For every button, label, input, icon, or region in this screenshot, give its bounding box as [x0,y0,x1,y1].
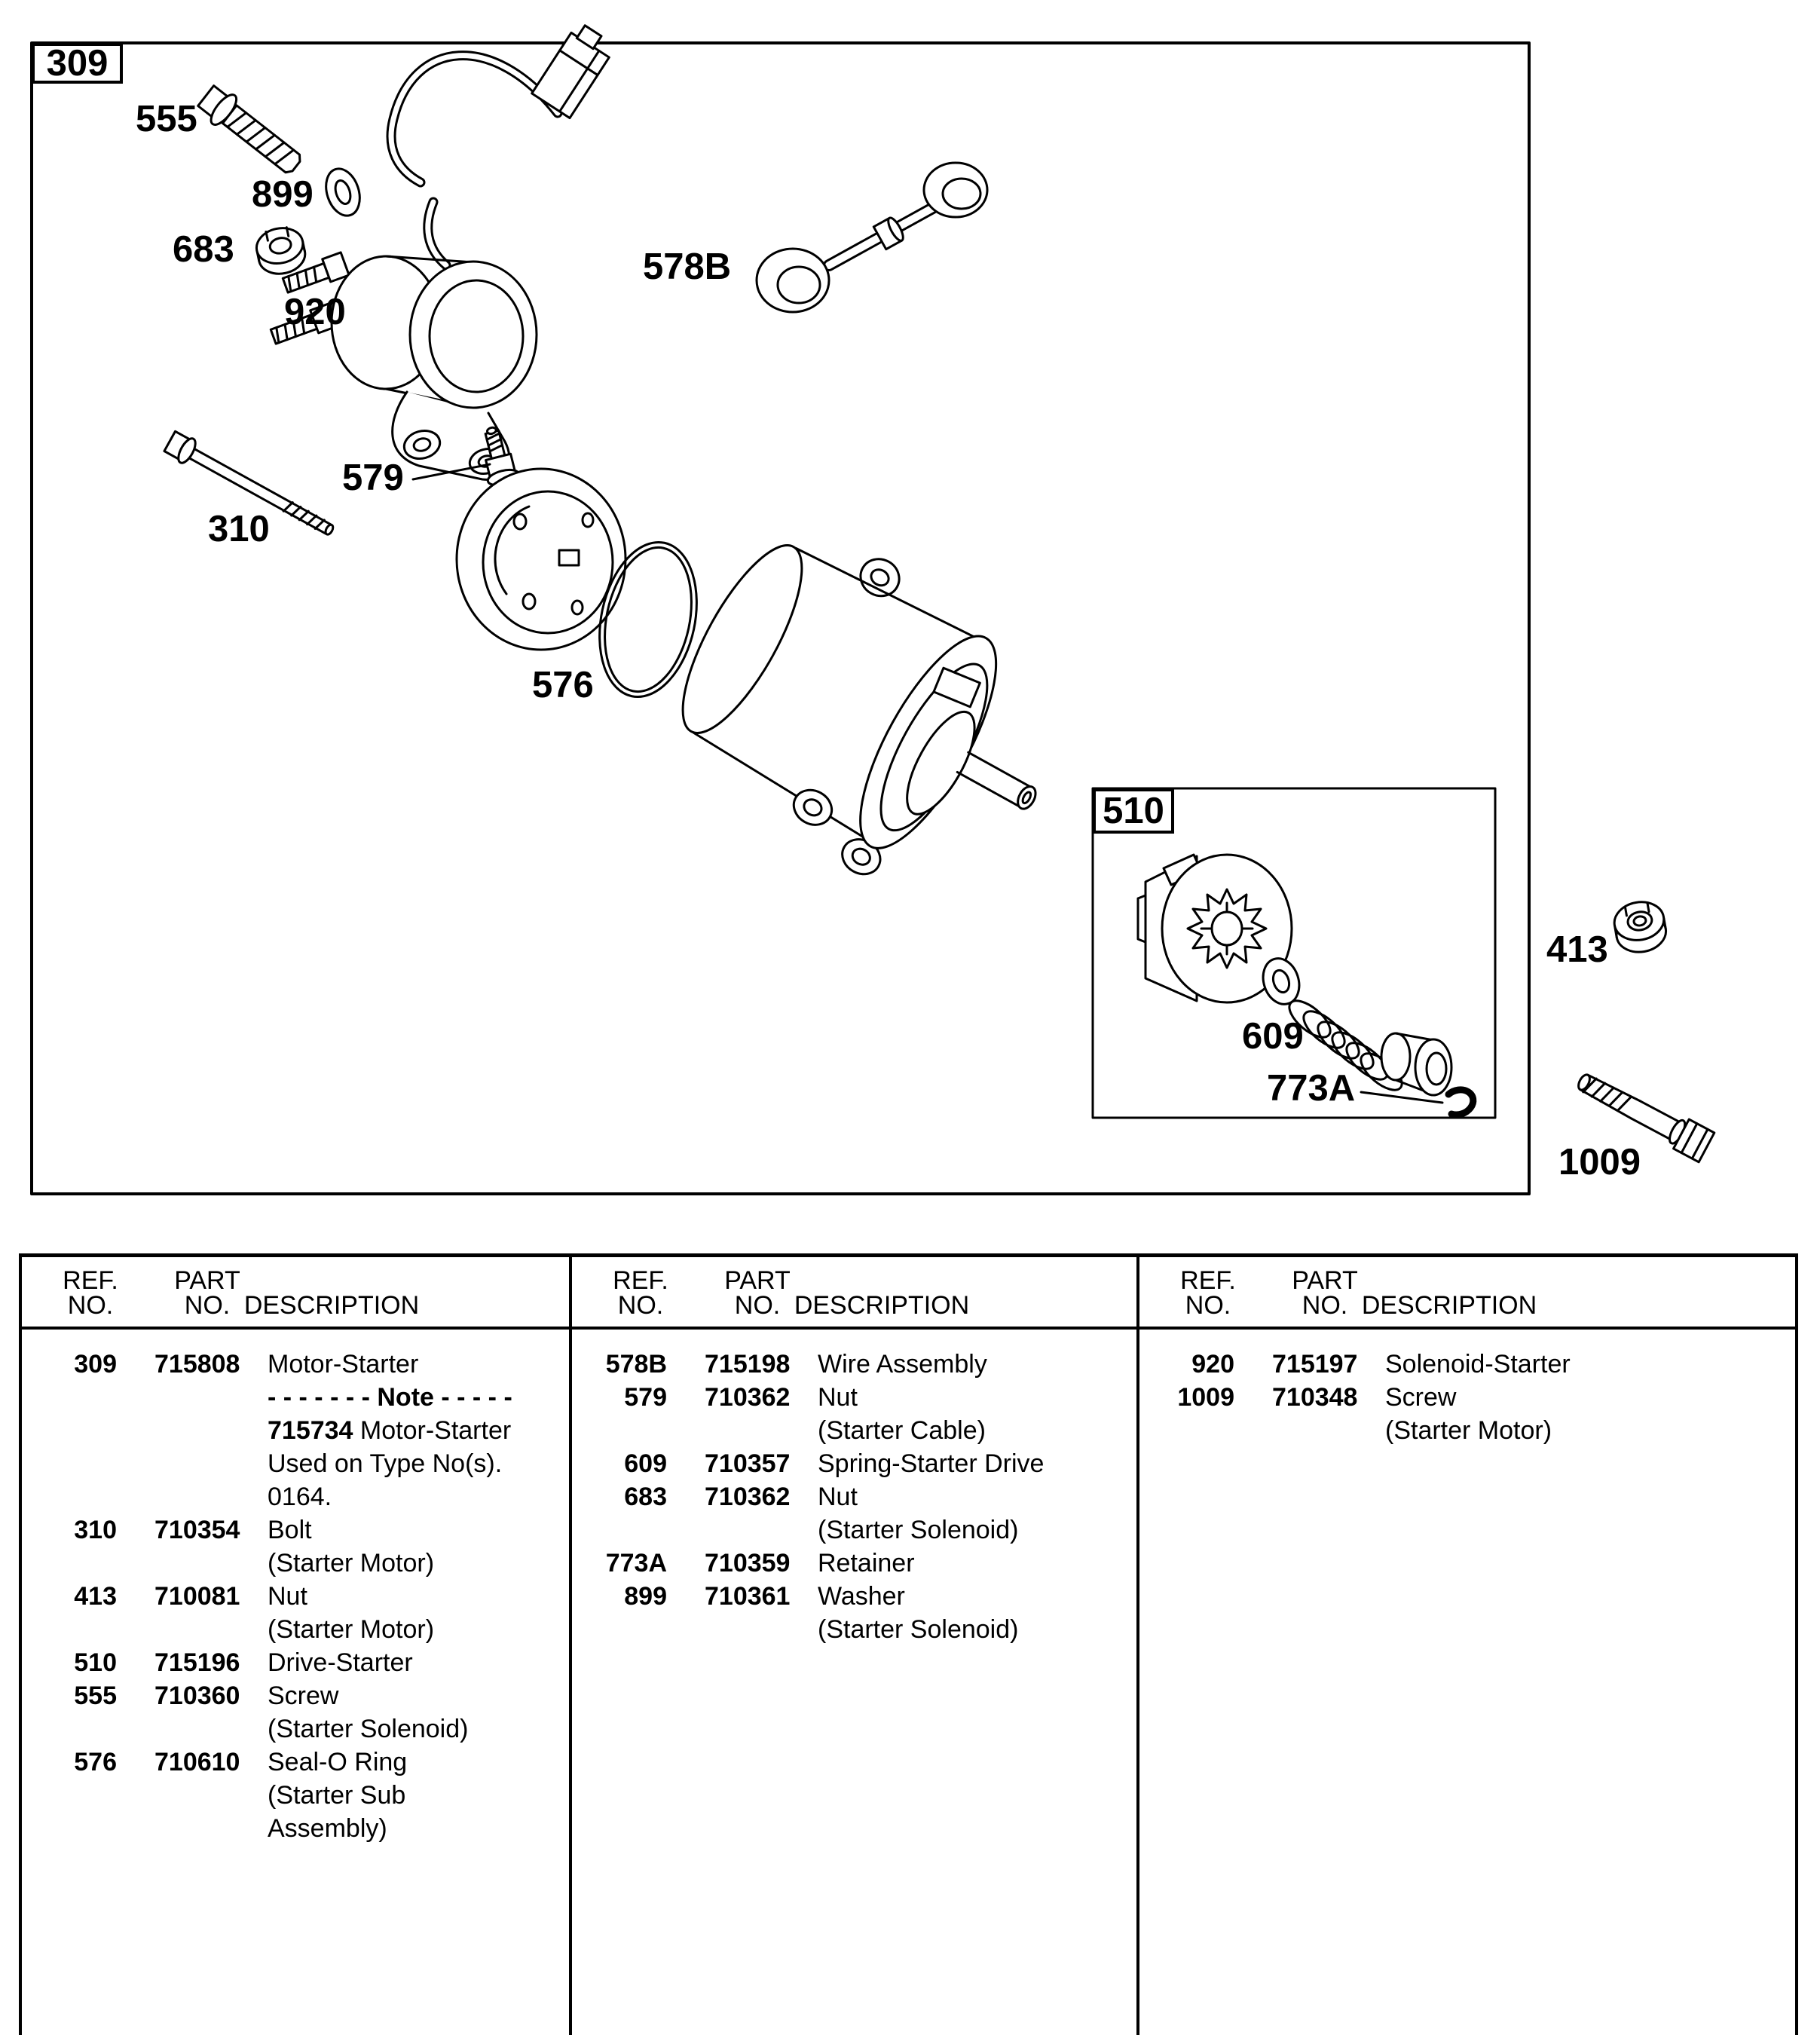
description-cell: Used on Type No(s). [268,1449,503,1478]
table-row [1136,1414,1698,1447]
part-label-899: 899 [252,174,314,215]
table-header-rule [19,1327,1798,1330]
col2-header-ref-no: NO. [617,1291,664,1320]
part-no-cell: 715197 [1272,1350,1358,1379]
part-label-1009: 1009 [1558,1142,1641,1183]
solenoid-wire-drawing [391,21,616,265]
description-cell: (Starter Solenoid) [818,1516,1019,1544]
part-no-cell: 710362 [705,1383,791,1412]
description-cell: Spring-Starter Drive [818,1449,1045,1478]
nut-413-drawing [1611,898,1669,956]
table-row [19,1381,580,1414]
pinion-spacer-drawing [1381,1033,1451,1095]
col2-header-part: PART [724,1266,791,1295]
table-row [569,1547,1130,1580]
ref-no-cell: 576 [74,1748,117,1776]
description-cell: (Starter Cable) [818,1416,986,1445]
description-cell: Nut [268,1582,307,1611]
ref-no-cell: 555 [74,1682,117,1710]
part-no-cell: 710081 [154,1582,240,1611]
motor-housing-drawing [640,501,1101,932]
col3-header-ref-no: NO. [1185,1291,1231,1320]
col3-header-part: PART [1292,1266,1358,1295]
screw-555-drawing [194,81,307,180]
table-row [569,1381,1130,1414]
description-cell: (Starter Solenoid) [268,1715,469,1743]
description-cell: (Starter Motor) [268,1615,435,1644]
col1-header-part-no: NO. [184,1291,231,1320]
description-cell: Washer [818,1582,905,1611]
detail-box-510-text: 510 [1103,791,1164,831]
part-no-cell: 710361 [705,1582,791,1611]
table-top-rule [19,1253,1798,1257]
part-label-920: 920 [284,292,346,332]
ref-no-cell: 899 [624,1582,667,1611]
col2-header-part-no: NO. [734,1291,781,1320]
col3-header-desc: DESCRIPTION [1361,1291,1537,1320]
table-row [19,1812,580,1845]
description-cell: 715734 Motor-Starter [268,1416,512,1445]
description-cell: (Starter Sub [268,1781,406,1810]
ref-no-cell: 920 [1191,1350,1234,1379]
part-no-cell: 710354 [154,1516,240,1544]
description-cell: (Starter Motor) [268,1549,435,1578]
ref-no-cell: 609 [624,1449,667,1478]
table-row [569,1447,1130,1480]
table-row [19,1447,580,1480]
table-row [569,1613,1130,1646]
table-row [19,1513,580,1547]
ref-no-cell: 683 [624,1483,667,1511]
table-row [19,1779,580,1812]
description-cell: Seal-O Ring [268,1748,408,1776]
table-column-1 [19,1348,580,1845]
table-row [569,1348,1130,1381]
table-row [569,1414,1130,1447]
table-row [569,1580,1130,1613]
part-label-579: 579 [342,457,404,498]
table-row [19,1679,580,1712]
table-row [1136,1381,1698,1414]
part-label-413: 413 [1546,929,1608,970]
part-no-cell: 715198 [705,1350,791,1379]
col1-header-ref: REF. [63,1266,118,1295]
washer-899-drawing [320,164,366,220]
part-no-cell: 710610 [154,1748,240,1776]
description-cell: Solenoid-Starter [1385,1350,1571,1379]
ref-no-cell: 578B [605,1350,667,1379]
detail-box-label-510 [1093,788,1174,834]
part-no-cell: 710348 [1272,1383,1358,1412]
col1-header-part: PART [174,1266,240,1295]
description-cell: Assembly) [268,1814,387,1843]
part-no-cell: 710360 [154,1682,240,1710]
detail-box-label-309 [32,43,123,84]
table-right-border [1795,1253,1798,2035]
detail-box-309-text: 309 [46,43,109,84]
retainer-clip-drawing [1361,1090,1473,1115]
part-label-576: 576 [532,665,594,705]
ref-no-cell: 579 [624,1383,667,1412]
ref-no-cell: 413 [74,1582,117,1611]
ref-no-cell: 773A [605,1549,667,1578]
table-row [19,1480,580,1513]
description-cell: Nut [818,1383,858,1412]
description-cell: Wire Assembly [818,1350,987,1379]
col3-header-ref: REF. [1180,1266,1236,1295]
col3-header-part-no: NO. [1302,1291,1348,1320]
ref-no-cell: 309 [74,1350,117,1379]
description-cell: Nut [818,1483,858,1511]
part-no-cell: 710359 [705,1549,791,1578]
part-label-555: 555 [136,99,197,139]
table-row [19,1712,580,1746]
part-no-cell: 715196 [154,1648,240,1677]
part-no-inline: 715734 [268,1416,353,1445]
table-row [19,1547,580,1580]
table-column-2 [569,1348,1130,1646]
description-cell: 0164. [268,1483,332,1511]
description-cell: Retainer [818,1549,915,1578]
part-label-683: 683 [173,229,234,270]
description-cell: Screw [1385,1383,1457,1412]
table-row [19,1414,580,1447]
nut-683-drawing [253,224,308,278]
part-label-609: 609 [1242,1016,1304,1057]
table-row [19,1646,580,1679]
table-row [19,1580,580,1613]
col2-header-desc: DESCRIPTION [794,1291,970,1320]
part-label-310: 310 [208,509,270,549]
ref-no-cell: 510 [74,1648,117,1677]
description-cell: - - - - - - - Note - - - - - [268,1383,512,1412]
table-row [1136,1348,1698,1381]
description-cell: (Starter Solenoid) [818,1615,1019,1644]
col2-header-ref: REF. [613,1266,668,1295]
table-row [19,1746,580,1779]
description-cell: Bolt [268,1516,312,1544]
table-row [19,1613,580,1646]
part-label-578b: 578B [643,246,732,287]
part-no-cell: 715808 [154,1350,240,1379]
table-row [569,1513,1130,1547]
part-label-773a: 773A [1267,1068,1356,1109]
description-cell: Screw [268,1682,339,1710]
description-cell: Drive-Starter [268,1648,413,1677]
part-no-cell: 710357 [705,1449,791,1478]
table-row [19,1348,580,1381]
ref-no-cell: 1009 [1177,1383,1234,1412]
col1-header-ref-no: NO. [67,1291,114,1320]
description-cell: (Starter Motor) [1385,1416,1552,1445]
description-cell: Motor-Starter [268,1350,419,1379]
wire-assembly-drawing [757,163,987,312]
col1-header-desc: DESCRIPTION [243,1291,420,1320]
ref-no-cell: 310 [74,1516,117,1544]
table-column-3 [1136,1348,1698,1447]
part-no-cell: 710362 [705,1483,791,1511]
table-row [569,1480,1130,1513]
